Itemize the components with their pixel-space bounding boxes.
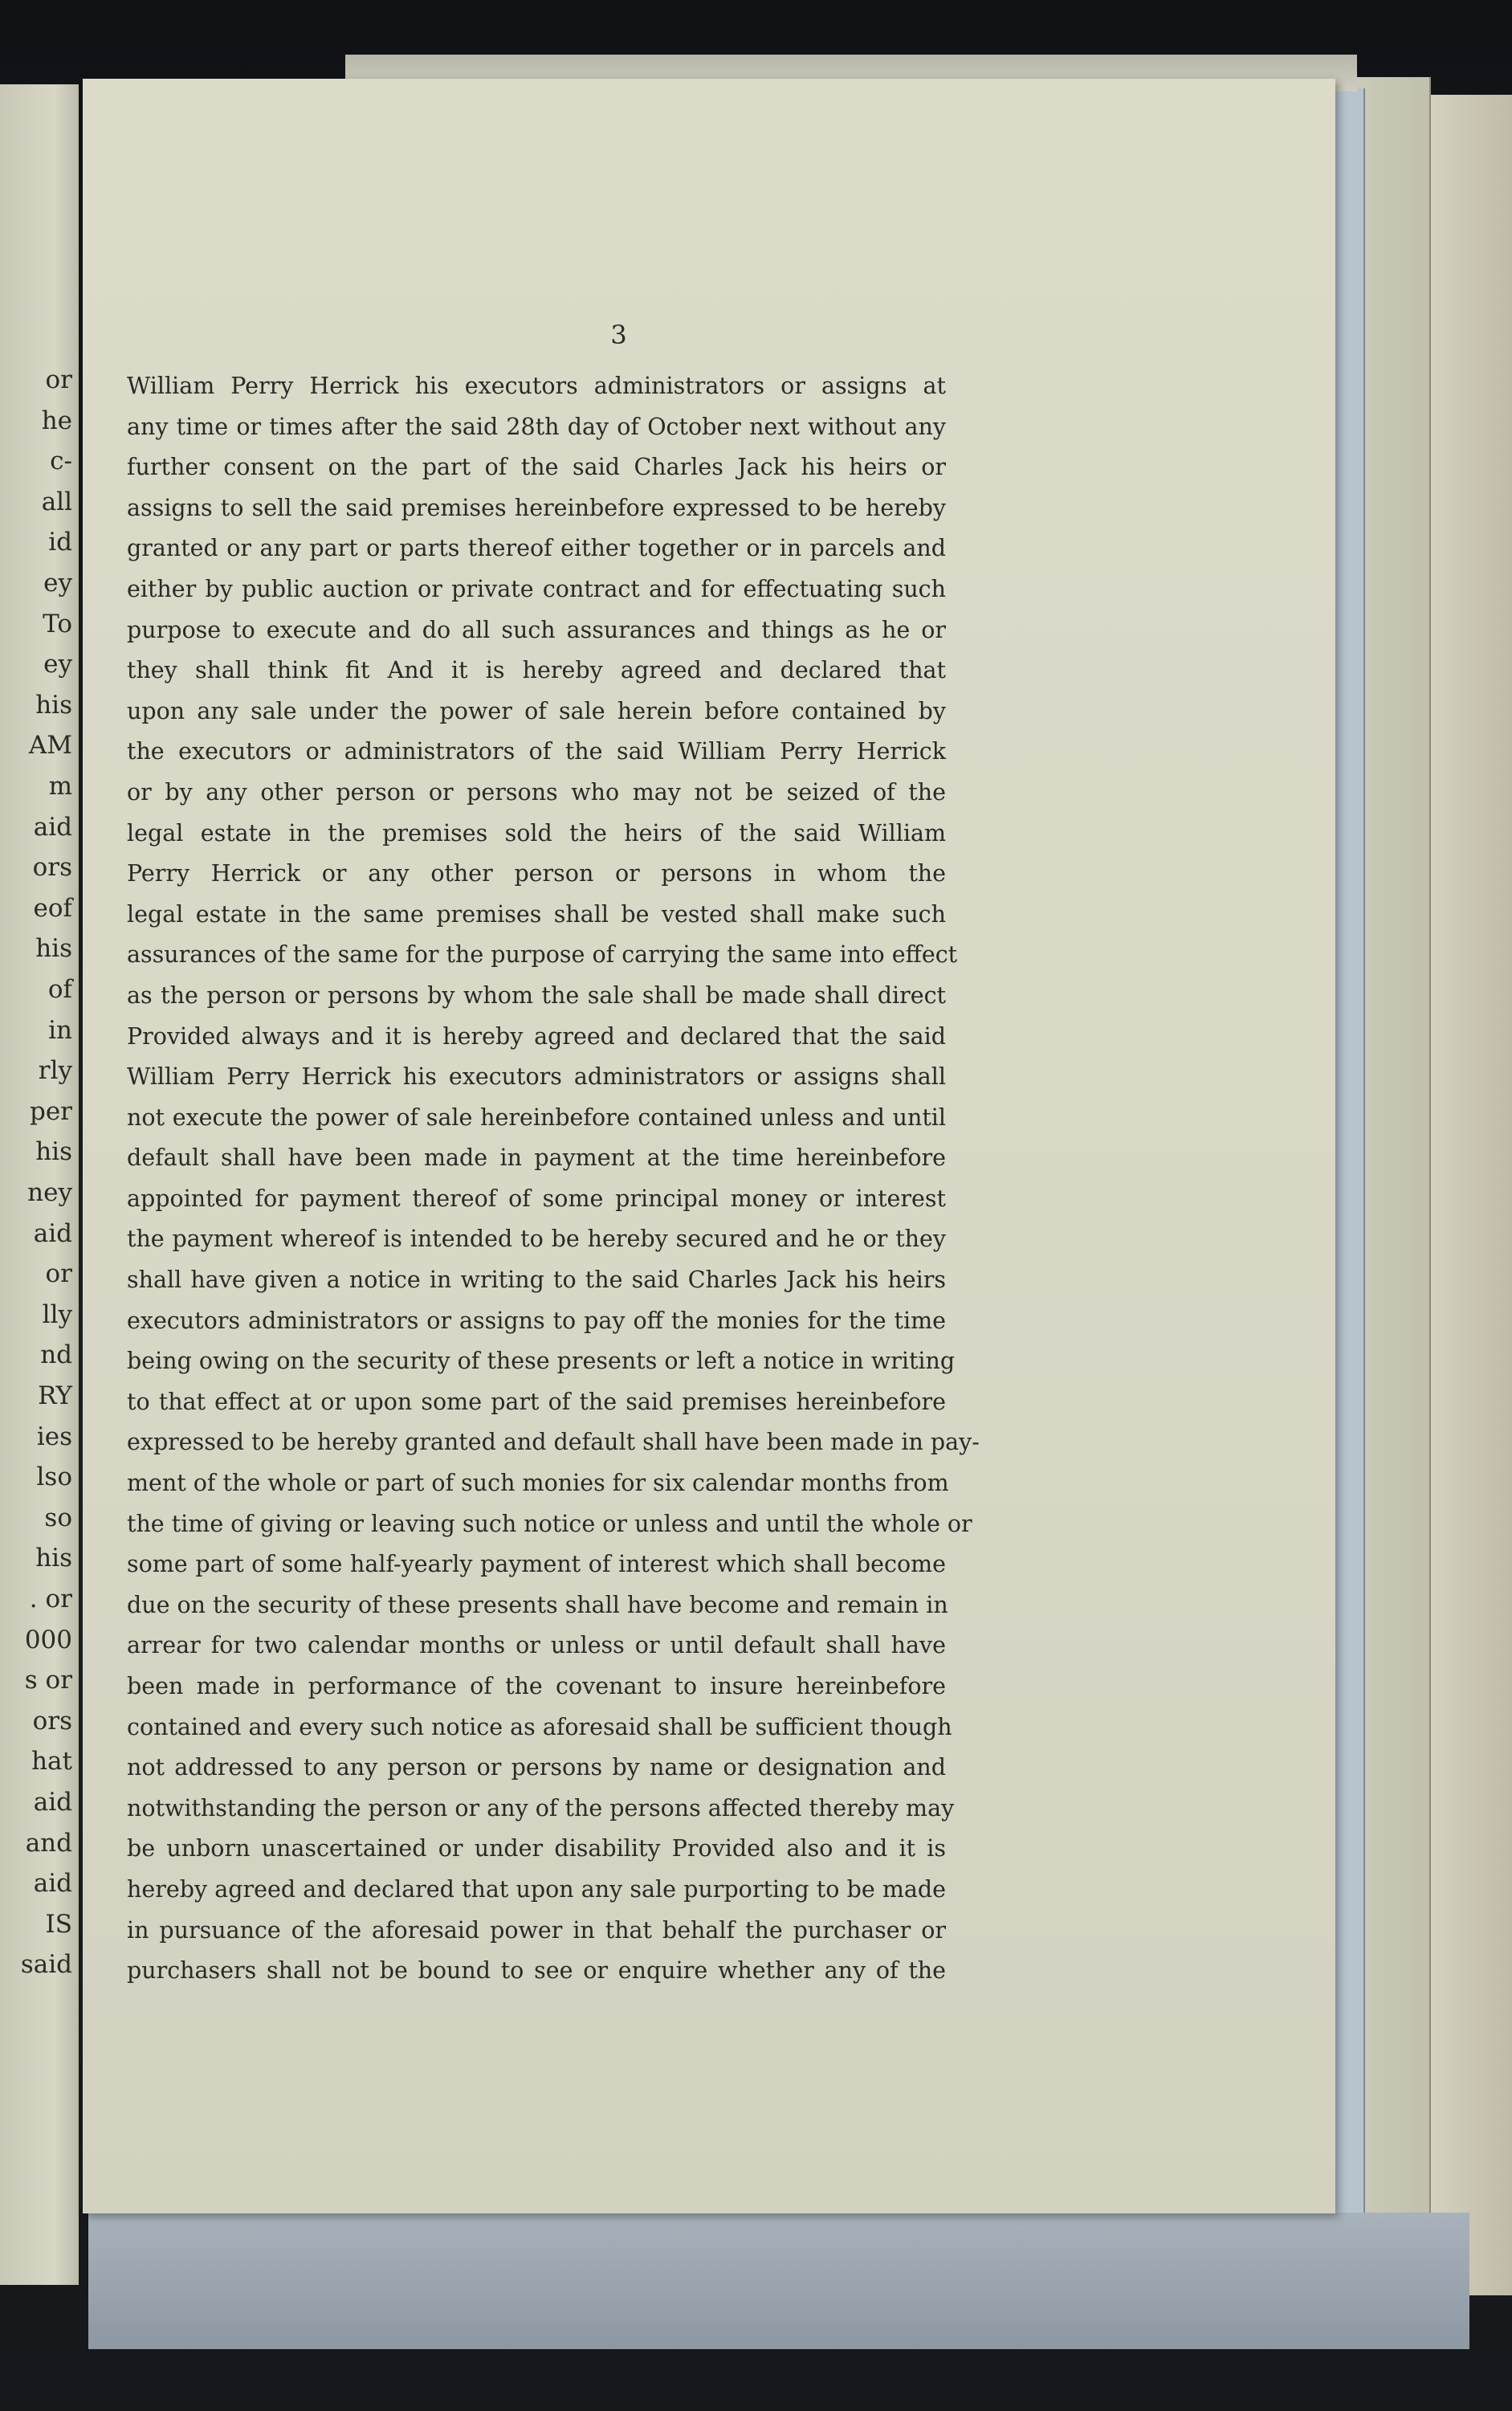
- page-number: 3: [610, 320, 627, 350]
- text-line: hereby agreed and declared that upon any sale purporting to be made: [127, 1875, 946, 1903]
- facing-page-line-ending: 000: [24, 1625, 72, 1654]
- facing-page-line-ending: IS: [45, 1909, 72, 1939]
- text-line: purpose to execute and do all such assurances and things as he or: [127, 616, 946, 643]
- text-line: executors administrators or assigns to pay off the monies for the time: [127, 1307, 946, 1334]
- text-line: upon any sale under the power of sale herein before contained by: [127, 697, 946, 724]
- facing-page-line-ending: and: [25, 1828, 72, 1858]
- facing-page-line-ending: per: [29, 1096, 72, 1126]
- text-line: contained and every such notice as aforesaid shall be sufficient though: [127, 1713, 952, 1740]
- facing-page-edge: [0, 84, 79, 2285]
- facing-page-line-ending: aid: [33, 812, 72, 842]
- text-line: any time or times after the said 28th day of October next without any: [127, 413, 946, 440]
- facing-page-line-ending: aid: [33, 1218, 72, 1248]
- text-line: due on the security of these presents shall have become and remain in: [127, 1591, 948, 1618]
- text-line: William Perry Herrick his executors administrators or assigns shall: [127, 1063, 946, 1091]
- text-line: they shall think fit And it is hereby agreed and declared that: [127, 657, 946, 684]
- text-line: ment of the whole or part of such monies for six calendar months from: [127, 1470, 949, 1497]
- text-line: arrear for two calendar months or unless or until default shall have: [127, 1632, 946, 1659]
- text-line: Perry Herrick or any other person or persons in whom the: [127, 860, 946, 887]
- text-line: assurances of the same for the purpose of carrying the same into effect: [127, 941, 958, 969]
- text-line: the payment whereof is intended to be hereby secured and he or they: [127, 1226, 946, 1253]
- text-line: in pursuance of the aforesaid power in that behalf the purchaser or: [127, 1916, 946, 1944]
- facing-page-line-ending: s or: [24, 1666, 72, 1695]
- facing-page-line-ending: ey: [43, 650, 72, 679]
- facing-page-line-ending: his: [35, 1544, 72, 1573]
- text-line: William Perry Herrick his executors administrators or assigns at: [127, 373, 946, 399]
- facing-page-line-ending: rly: [38, 1056, 72, 1086]
- facing-page-line-ending: id: [48, 528, 72, 557]
- facing-page-line-ending: RY: [38, 1381, 72, 1410]
- text-line: the executors or administrators of the said William Perry Herrick: [127, 738, 946, 765]
- facing-page-line-ending: of: [47, 975, 72, 1004]
- text-line: either by public auction or private contract and for effectuating such: [127, 575, 946, 602]
- facing-page-line-ending: eof: [33, 893, 72, 923]
- facing-page-line-ending: said: [20, 1950, 72, 1980]
- text-line: been made in performance of the covenant to insure hereinbefore: [127, 1673, 946, 1699]
- facing-page-line-ending: nd: [40, 1340, 72, 1370]
- facing-page-line-ending: so: [44, 1503, 72, 1532]
- facing-page-line-ending: hat: [31, 1747, 72, 1777]
- facing-page-line-ending: c-: [50, 447, 72, 476]
- document-page: [83, 79, 1335, 2213]
- facing-page-line-ending: AM: [28, 731, 72, 761]
- text-line: be unborn unascertained or under disability Provided also and it is: [127, 1835, 946, 1862]
- text-line: assigns to sell the said premises hereinbefore expressed to be hereby: [127, 494, 946, 521]
- text-line: some part of some half-yearly payment of interest which shall become: [127, 1551, 946, 1578]
- facing-page-line-ending: his: [35, 1137, 72, 1167]
- facing-page-line-ending: lso: [36, 1463, 72, 1492]
- text-line: further consent on the part of the said Charles Jack his heirs or: [127, 454, 946, 481]
- facing-page-line-ending: ors: [32, 1706, 72, 1736]
- facing-page-line-ending: ies: [36, 1422, 72, 1451]
- facing-page-line-ending: his: [35, 934, 72, 964]
- text-line: being owing on the security of these presents or left a notice in writing: [127, 1348, 956, 1375]
- text-line: default shall have been made in payment at the time hereinbefore: [127, 1144, 946, 1172]
- facing-page-line-ending: or: [45, 1259, 72, 1289]
- text-line: the time of giving or leaving such notice or unless and until the whole or: [127, 1510, 972, 1537]
- text-line: or by any other person or persons who may not be seized of the: [127, 778, 946, 806]
- text-line: to that effect at or upon some part of the said premises hereinbefore: [127, 1388, 946, 1415]
- facing-page-line-ending: aid: [33, 1788, 72, 1817]
- text-line: granted or any part or parts thereof either together or in parcels and: [127, 535, 946, 562]
- facing-page-line-ending: in: [48, 1015, 72, 1045]
- facing-page-line-ending: ors: [32, 853, 72, 883]
- text-line: appointed for payment thereof of some principal money or interest: [127, 1185, 946, 1212]
- text-line: expressed to be hereby granted and default shall have been made in pay-: [127, 1429, 980, 1456]
- text-line: legal estate in the premises sold the heirs of the said William: [127, 819, 946, 847]
- facing-page-line-ending: or: [45, 365, 72, 394]
- document-body-text: [127, 366, 980, 1992]
- facing-page-line-ending: lly: [42, 1299, 72, 1329]
- text-line: not execute the power of sale hereinbefore contained unless and until: [127, 1104, 946, 1131]
- text-line: not addressed to any person or persons by name or designation and: [127, 1754, 946, 1781]
- text-line: shall have given a notice in writing to the said Charles Jack his heirs: [127, 1267, 946, 1294]
- facing-page-line-ending: ney: [27, 1178, 72, 1207]
- facing-page-line-ending: ey: [43, 569, 72, 598]
- text-line: as the person or persons by whom the sale shall be made shall direct: [127, 981, 946, 1009]
- facing-page-line-ending: aid: [33, 1869, 72, 1899]
- facing-page-line-ending: . or: [29, 1585, 72, 1613]
- facing-page-line-ending: he: [41, 406, 72, 435]
- text-line: Provided always and it is hereby agreed and declared that the said: [127, 1022, 946, 1050]
- text-line: purchasers shall not be bound to see or enquire whether any of the: [127, 1957, 946, 1985]
- bottom-paper-fold: [88, 2213, 1469, 2349]
- facing-page-line-ending: all: [41, 487, 72, 516]
- text-line: legal estate in the same premises shall be vested shall make such: [127, 900, 946, 928]
- facing-page-line-ending: To: [43, 609, 72, 638]
- text-line: notwithstanding the person or any of the persons affected thereby may: [127, 1794, 955, 1822]
- facing-page-line-ending: m: [48, 772, 72, 801]
- facing-page-line-ending: his: [35, 690, 72, 720]
